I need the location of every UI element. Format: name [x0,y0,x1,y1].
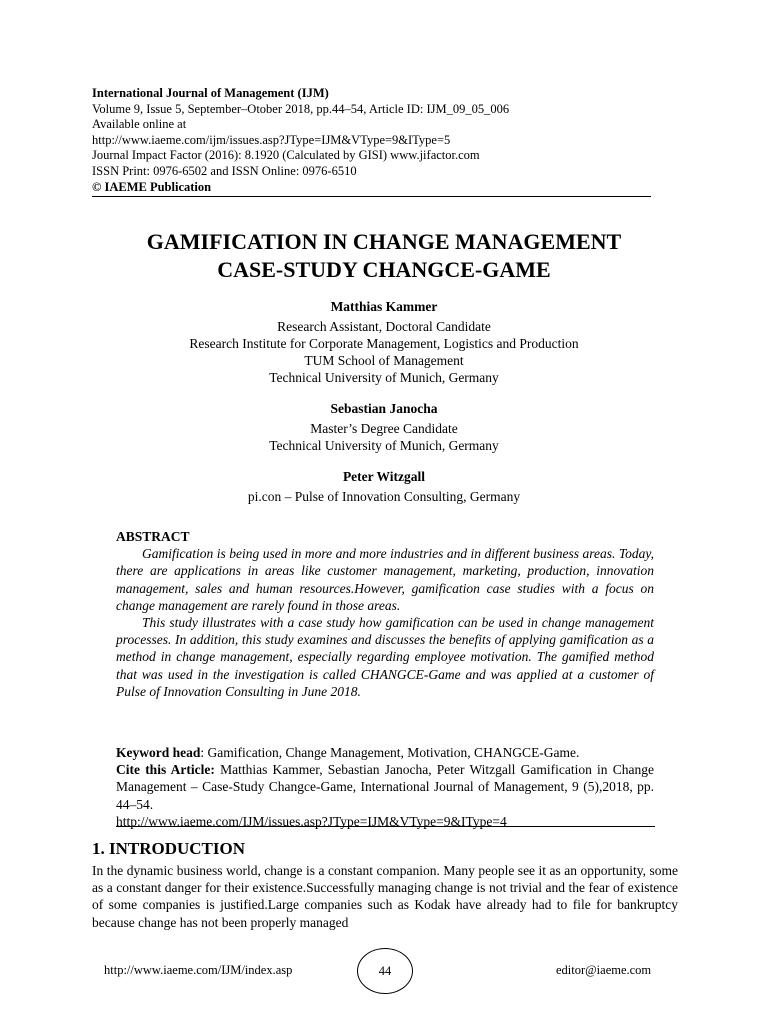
impact-factor: Journal Impact Factor (2016): 8.1920 (Calculated by GISI) www.jifactor.com [92,148,480,163]
publisher-line: © IAEME Publication [92,179,212,194]
citation-text: Matthias Kammer, Sebastian Janocha, Peter Witzgall Gamification in Change Management – Case-Study Changce-Game, International Journal of Management, 9 (5),2018, pp. 44–54. [116,762,654,812]
abstract-heading: ABSTRACT [116,529,190,544]
volume-line: Volume 9, Issue 5, September–Otober 2018, pp.44–54, Article ID: IJM_09_05_006 [92,101,510,116]
header-divider [92,196,651,197]
citation-block [116,761,654,813]
keywords-line [116,744,654,761]
author-affiliation: Technical University of Munich, Germany [269,438,499,453]
introduction-text: In the dynamic business world, change is a constant companion. Many people see it as an opportunity, some as a constant danger for their existence.Successfully managing change is not trivial and the fear of existence of some companies is justified.Large companies such as Kodak have already had to file for bankruptcy because change has not been properly managed [92,863,678,930]
paper-title [0,228,768,284]
issn-line: ISSN Print: 0976-6502 and ISSN Online: 0976-6510 [92,163,357,178]
keywords-text: : Gamification, Change Management, Motivation, CHANGCE-Game. [200,745,580,760]
author-name: Sebastian Janocha [330,401,438,416]
journal-name: International Journal of Management (IJM) [92,86,329,100]
author-block-2 [0,400,768,454]
keywords-section [116,744,654,830]
abstract-paragraph: Gamification is being used in more and more industries and in different business areas. Today, there are applications in areas like customer management, marketing, production, innovation management, sales and human resources.However, gamification case studies with a focus on change management are rarely found in those areas. [116,546,654,613]
title-line-1: GAMIFICATION IN CHANGE MANAGEMENT [146,229,622,254]
citation-url-link[interactable]: http://www.iaeme.com/IJM/issues.asp?JType=IJM&VType=9&IType=4 [116,813,507,829]
author-affiliation: Research Assistant, Doctoral Candidate [277,319,491,334]
author-affiliation: Technical University of Munich, Germany [269,370,499,385]
author-block-3 [0,468,768,505]
introduction-section [92,838,678,931]
issue-url-link[interactable]: http://www.iaeme.com/ijm/issues.asp?JType=IJM&VType=9&IType=5 [92,132,451,147]
author-name: Matthias Kammer [330,299,438,314]
footer-email-link[interactable]: editor@iaeme.com [556,963,652,977]
keywords-divider [116,826,655,827]
journal-header [92,86,652,195]
author-affiliation: Master’s Degree Candidate [310,421,458,436]
author-affiliation: Research Institute for Corporate Management, Logistics and Production [189,336,579,351]
page-number-badge [357,948,413,994]
available-label: Available online at [92,117,187,132]
abstract-paragraph: This study illustrates with a case study how gamification can be used in change management processes. In addition, this study examines and discusses the benefits of applying gamification as a method in change management, especially regarding employee motivation. The gamified method that was used in the investigation is called CHANGCE-Game and was applied at a customer of Pulse of Innovation Consulting in June 2018. [116,615,654,699]
author-affiliation: TUM School of Management [304,353,464,368]
footer-url-link[interactable]: http://www.iaeme.com/IJM/index.asp [104,963,293,977]
introduction-heading: 1. INTRODUCTION [92,839,246,858]
citation-label: Cite this Article: [116,762,215,778]
author-affiliation: pi.con – Pulse of Innovation Consulting, Germany [247,489,521,504]
author-block-1 [0,298,768,386]
author-name: Peter Witzgall [342,469,426,484]
keywords-label: Keyword head [116,745,201,760]
title-line-2: CASE-STUDY CHANGCE-GAME [217,257,551,282]
abstract-section [116,528,654,700]
page-footer [0,948,768,992]
page-number: 44 [378,963,392,978]
